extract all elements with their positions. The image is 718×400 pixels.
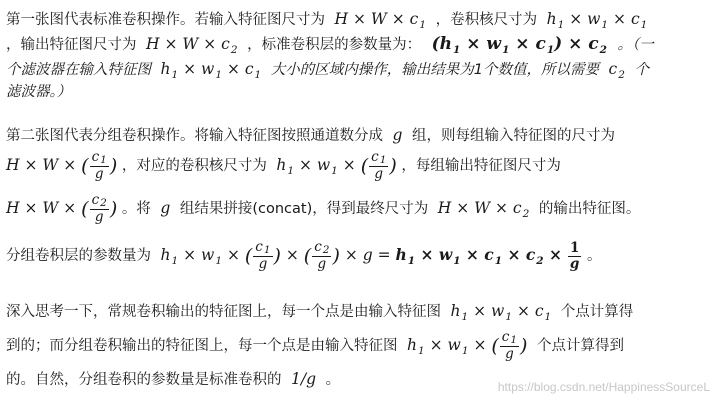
math-group-params: $h_1 \times w_1$ × ( $\frac{c1}{g}$ ) × ( $\frac{c2}{g}$ ) × $g = h_1 \times w_1 \times c_1 \times c_2$ × $\frac{1}{g}$ xyxy=(155,239,580,272)
p3-line-3: 的。自然，分组卷积的参数量是标准卷积的 1/g 。 xyxy=(6,370,341,388)
p3-line-1: 深入思考一下，常规卷积输出的特征图上，每一个点是由输入特征图 $h_1 \times w_1 \times c_1$ 个点计算得 xyxy=(6,302,634,323)
p2-line-1: 第二张图代表分组卷积操作。将输入特征图按照通道数分成 g 组，则每组输入特征图的尺寸为 xyxy=(6,126,615,144)
p1-line-4: 滤波器。） xyxy=(6,84,72,100)
math-standard-params: $(h_1 \times w_1 \times c_1) \times c_2$ xyxy=(425,34,607,56)
watermark: https://blog.csdn.net/HappinessSourceL xyxy=(497,380,710,394)
p3-line-2: 到的；而分组卷积输出的特征图上，每一个点是由输入特征图 $h_1 \times w_1$ × ( $\frac{c1}{g}$ ) 个点计算得到 xyxy=(6,329,624,362)
math-kernel-size: $h_1 \times w_1 \times c_1$ xyxy=(541,10,648,31)
p1-line-2: ，输出特征图尺寸为 $H \times W \times c_2$ ，标准卷积层的参数量为： $(h_1 \times w_1 \times c_1) \times c_2$ 。（一 xyxy=(6,34,654,56)
math-input-size: $H \times W \times c_1$ xyxy=(329,10,427,31)
math-output-size: $H \times W \times c_2$ xyxy=(141,35,238,56)
p2-line-4: 分组卷积层的参数量为 $h_1 \times w_1$ × ( $\frac{c1}{g}$ ) × ( $\frac{c2}{g}$ ) × $g = h_1 \times w_1 \times c_1 \times c_2$ × $\frac{1}{g}$ 。 xyxy=(6,239,602,272)
math-ratio: 1/g xyxy=(286,370,321,388)
p1-line-1: 第一张图代表标准卷积操作。若输入特征图尺寸为 $H \times W \times c_1$ ，卷积核尺寸为 $h_1 \times w_1 \times c_1$ xyxy=(6,10,648,31)
p2-line-3: H × W × ( $\frac{c2}{g}$ ) 。将 g 组结果拼接(concat)，得到最终尺寸为 $H \times W \times c_2$ 的输出特征图。 xyxy=(6,192,641,225)
math-group-input-size: H × W × ( $\frac{c1}{g}$ ) xyxy=(6,149,118,182)
p1-line-3: 个滤波器在输入特征图 $h_1 \times w_1 \times c_1$ 大小的区域内操作，输出结果为1个数值，所以需要 $c_2$ 个 xyxy=(6,60,649,81)
p2-line-2: H × W × ( $\frac{c1}{g}$ ) ，对应的卷积核尺寸为 $h_1 \times w_1$ × ( $\frac{c1}{g}$ ) ，每组输出特征图尺寸为 xyxy=(6,149,561,182)
